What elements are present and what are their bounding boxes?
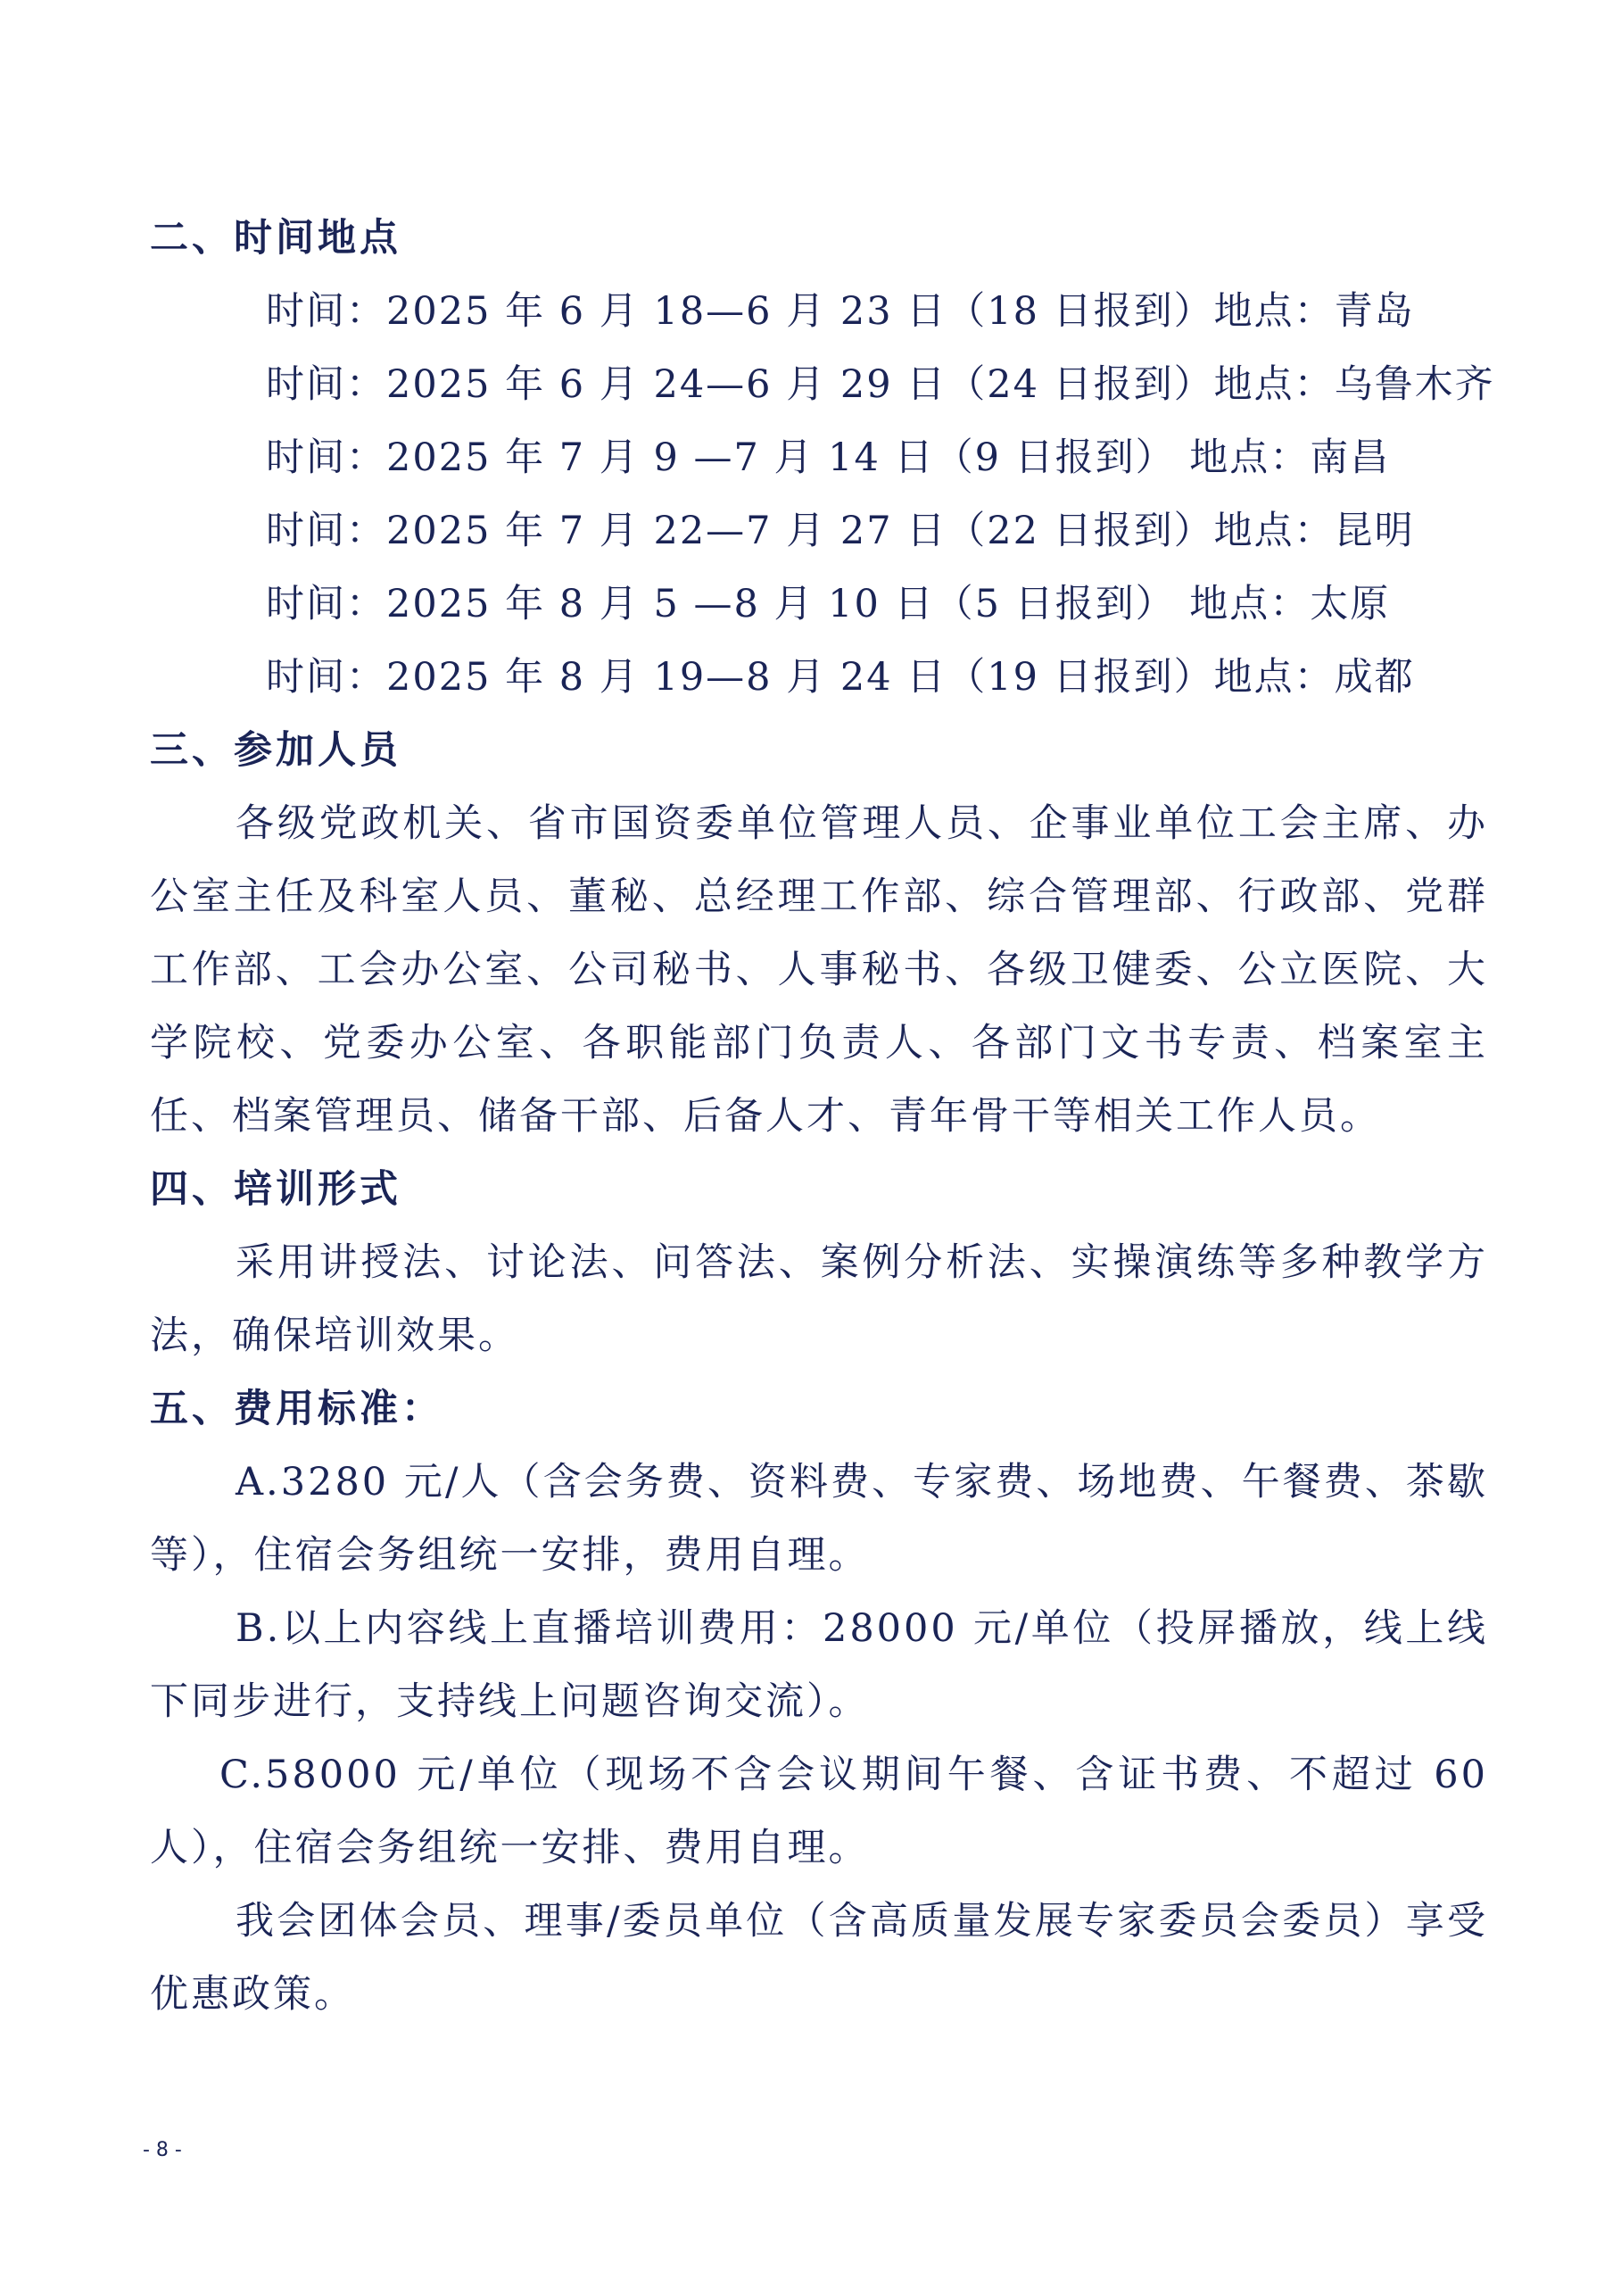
- section-heading-format: 四、培训形式: [150, 1167, 401, 1212]
- fee-option-b: B.以上内容线上直播培训费用：28000 元/单位（投屏播放，线上线下同步进行，支持线上问题咨询交流）。: [150, 1606, 1488, 1724]
- participants-paragraph: 各级党政机关、省市国资委单位管理人员、企事业单位工会主席、办公室主任及科室人员、董秘、总经理工作部、综合管理部、行政部、党群工作部、工会办公室、公司秘书、人事秘书、各级卫健委、公立医院、大学院校、党委办公室、各职能部门负责人、各部门文书专责、档案室主任、档案管理员、储备干部、后备人才、青年骨干等相关工作人员。: [150, 801, 1488, 1139]
- schedule-line: 时间：2025 年 7 月 22—7 月 27 日（22 日报到）地点：昆明: [266, 509, 1415, 553]
- schedule-line: 时间：2025 年 6 月 24—6 月 29 日（24 日报到）地点：乌鲁木齐: [266, 362, 1495, 407]
- document-body: [150, 202, 1495, 2031]
- fee-option-c: C.58000 元/单位（现场不含会议期间午餐、含证书费、不超过 60 人），住宿会务组统一安排、费用自理。: [150, 1753, 1488, 1870]
- page-number: - 8 -: [143, 2139, 182, 2161]
- fee-option-a: A.3280 元/人（含会务费、资料费、专家费、场地费、午餐费、茶歇等），住宿会务组统一安排，费用自理。: [150, 1460, 1488, 1578]
- section-heading-fees: 五、费用标准：: [150, 1387, 443, 1431]
- format-paragraph: 采用讲授法、讨论法、问答法、案例分析法、实操演练等多种教学方法，确保培训效果。: [150, 1240, 1488, 1358]
- section-heading-participants: 三、参加人员: [150, 728, 401, 773]
- schedule-line: 时间：2025 年 6 月 18—6 月 23 日（18 日报到）地点：青岛: [266, 289, 1415, 334]
- section-heading-time-place: 二、时间地点: [150, 216, 401, 261]
- schedule-line: 时间：2025 年 8 月 19—8 月 24 日（19 日报到）地点：成都: [266, 655, 1415, 700]
- schedule-line: 时间：2025 年 7 月 9 —7 月 14 日（9 日报到） 地点：南昌: [266, 435, 1391, 480]
- discount-paragraph: 我会团体会员、理事/委员单位（含高质量发展专家委员会委员）享受优惠政策。: [150, 1899, 1488, 2017]
- schedule-line: 时间：2025 年 8 月 5 —8 月 10 日（5 日报到） 地点：太原: [266, 582, 1391, 626]
